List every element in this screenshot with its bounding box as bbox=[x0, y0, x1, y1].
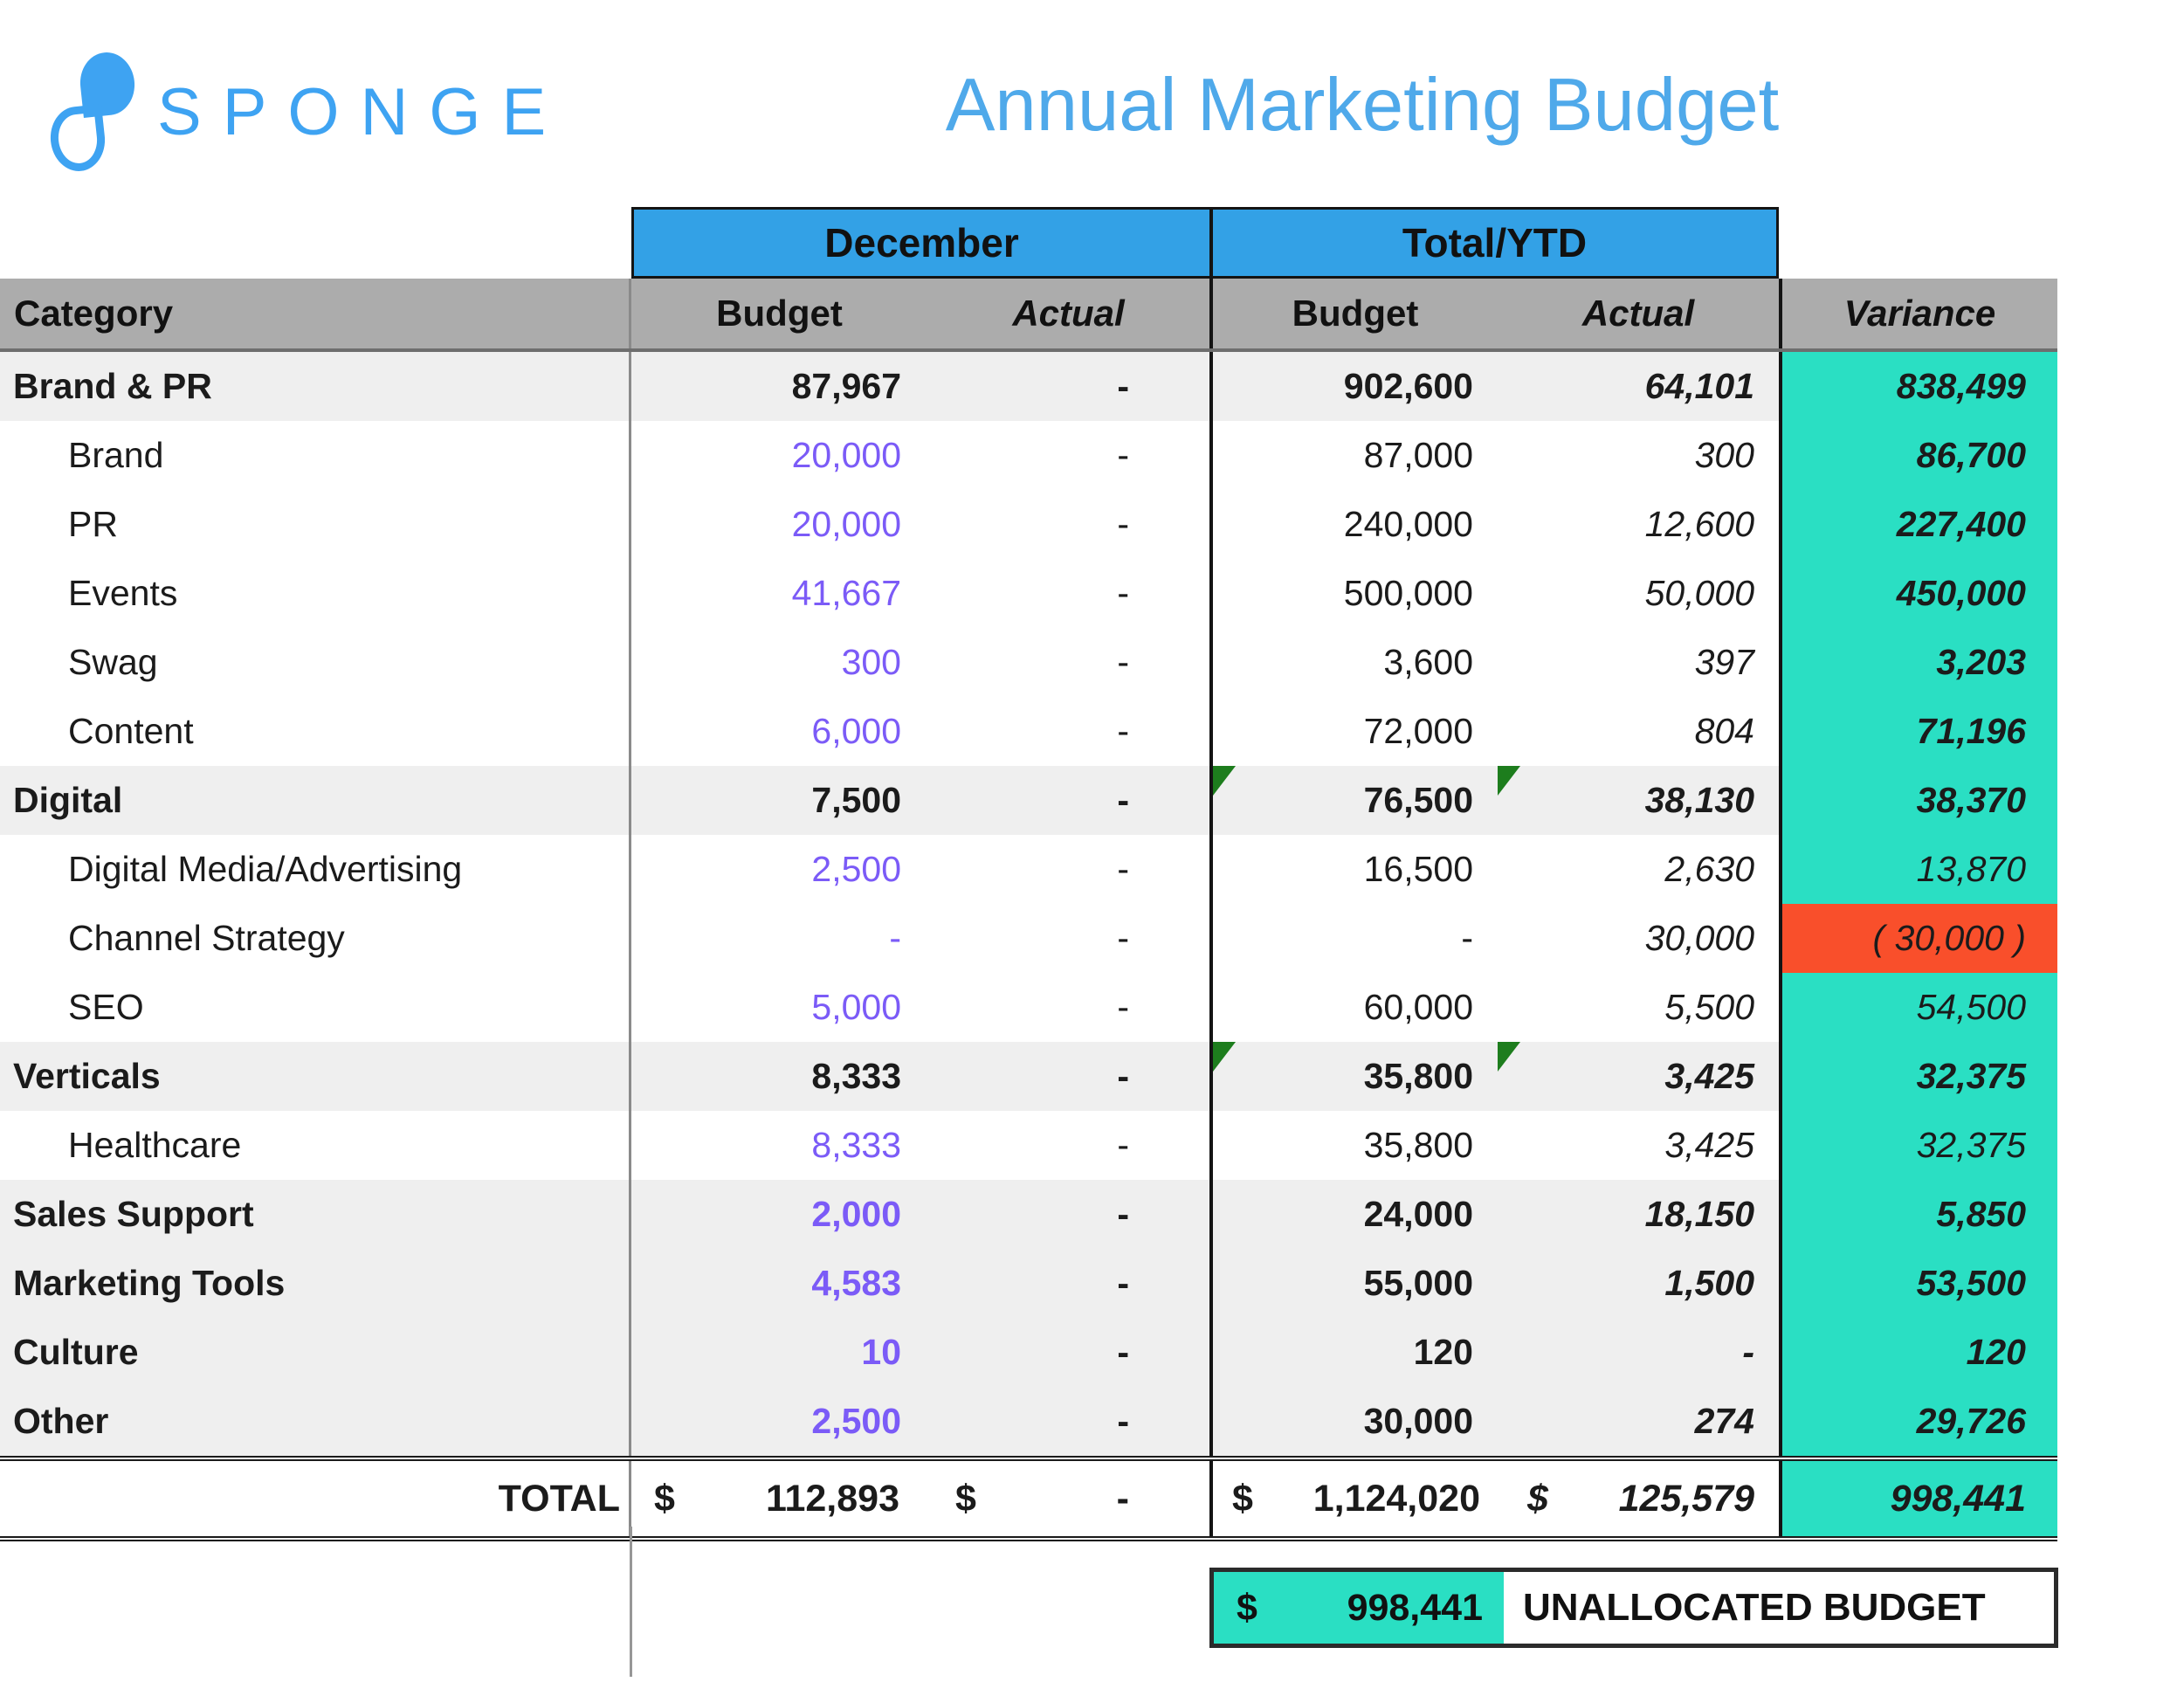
table-row bbox=[0, 421, 2057, 490]
ytd-budget-cell[interactable]: 500,000 bbox=[1209, 559, 1498, 628]
dec-actual-column-header[interactable]: Actual bbox=[1012, 293, 1125, 334]
category-cell[interactable]: Culture bbox=[0, 1318, 631, 1387]
ytd-budget-column-header[interactable]: Budget bbox=[1209, 279, 1498, 348]
currency-symbol: $ bbox=[1232, 1477, 1253, 1520]
variance-column-header[interactable]: Variance bbox=[1779, 279, 2057, 348]
dec-budget-cell[interactable]: 20,000 bbox=[791, 435, 901, 475]
category-column-header[interactable]: Category bbox=[0, 279, 631, 348]
ytd-budget-cell[interactable]: 72,000 bbox=[1209, 697, 1498, 766]
total-ytd-actual-value: 125,579 bbox=[1618, 1477, 1754, 1520]
variance-cell[interactable]: 838,499 bbox=[1779, 352, 2057, 421]
variance-cell[interactable]: 120 bbox=[1779, 1318, 2057, 1387]
ytd-actual-column-header[interactable]: Actual bbox=[1581, 293, 1695, 334]
ytd-budget-cell[interactable]: 120 bbox=[1209, 1318, 1498, 1387]
dec-budget-cell[interactable]: 2,000 bbox=[811, 1194, 901, 1234]
dec-actual-cell[interactable]: - bbox=[1117, 780, 1129, 820]
ytd-budget-cell[interactable]: 87,000 bbox=[1209, 421, 1498, 490]
ytd-budget-cell[interactable]: - bbox=[1209, 904, 1498, 973]
total-ytd-actual-cell[interactable] bbox=[1498, 1461, 1779, 1536]
ytd-actual-cell[interactable]: - bbox=[1742, 1332, 1754, 1372]
band-spacer-right bbox=[1779, 207, 2057, 279]
category-cell[interactable]: Content bbox=[0, 697, 631, 766]
dec-actual-cell[interactable]: - bbox=[1117, 366, 1129, 406]
column-gridline bbox=[630, 1527, 632, 1677]
dec-budget-cell[interactable]: 2,500 bbox=[811, 1401, 901, 1441]
cell-flag-icon bbox=[1498, 1042, 1520, 1072]
ytd-actual-cell[interactable]: 3,425 bbox=[1664, 1125, 1754, 1165]
ytd-budget-cell[interactable]: 76,500 bbox=[1209, 766, 1498, 835]
table-row bbox=[0, 1111, 2057, 1180]
cell-flag-icon bbox=[1498, 766, 1520, 796]
dec-actual-cell[interactable]: - bbox=[1117, 1125, 1129, 1165]
ytd-actual-cell[interactable]: 18,150 bbox=[1644, 1194, 1754, 1234]
dec-actual-cell[interactable]: - bbox=[1117, 711, 1129, 751]
dec-budget-cell[interactable]: 7,500 bbox=[811, 780, 901, 820]
dec-actual-cell[interactable]: - bbox=[1117, 918, 1129, 958]
variance-cell[interactable]: 71,196 bbox=[1779, 697, 2057, 766]
variance-cell[interactable]: 38,370 bbox=[1779, 766, 2057, 835]
total-row bbox=[0, 1456, 2057, 1541]
ytd-actual-cell[interactable]: 38,130 bbox=[1498, 766, 1779, 835]
table-row bbox=[0, 1387, 2057, 1456]
category-cell[interactable]: PR bbox=[0, 490, 631, 559]
leaf-outline-petal bbox=[47, 104, 107, 174]
ytd-actual-cell[interactable]: 30,000 bbox=[1644, 918, 1754, 958]
variance-cell[interactable]: 5,850 bbox=[1779, 1180, 2057, 1249]
variance-cell[interactable]: 29,726 bbox=[1779, 1387, 2057, 1456]
table-row bbox=[0, 766, 2057, 835]
sponge-leaf-icon bbox=[51, 51, 134, 173]
table-body bbox=[0, 352, 2057, 1456]
variance-cell[interactable]: 227,400 bbox=[1779, 490, 2057, 559]
dec-budget-cell[interactable]: 87,967 bbox=[791, 366, 901, 406]
category-cell[interactable]: Marketing Tools bbox=[0, 1249, 631, 1318]
cell-flag-icon bbox=[1213, 1042, 1236, 1072]
dec-actual-cell[interactable]: - bbox=[1117, 1194, 1129, 1234]
variance-cell[interactable]: 3,203 bbox=[1779, 628, 2057, 697]
category-cell[interactable]: Swag bbox=[0, 628, 631, 697]
category-cell[interactable]: Digital bbox=[0, 766, 631, 835]
dec-budget-cell[interactable]: - bbox=[889, 918, 901, 958]
ytd-actual-cell[interactable]: 3,425 bbox=[1498, 1042, 1779, 1111]
table-row bbox=[0, 490, 2057, 559]
dec-budget-cell[interactable]: 8,333 bbox=[811, 1125, 901, 1165]
total-variance-cell[interactable]: 998,441 bbox=[1779, 1461, 2057, 1536]
dec-budget-cell[interactable]: 5,000 bbox=[811, 987, 901, 1027]
variance-cell[interactable]: 54,500 bbox=[1779, 973, 2057, 1042]
table-row bbox=[0, 973, 2057, 1042]
ytd-actual-cell[interactable]: 397 bbox=[1694, 642, 1754, 682]
ytd-budget-cell[interactable]: 16,500 bbox=[1209, 835, 1498, 904]
total-ytd-budget-cell[interactable] bbox=[1209, 1461, 1498, 1536]
dec-budget-cell[interactable]: 2,500 bbox=[811, 849, 901, 889]
currency-symbol: $ bbox=[1237, 1586, 1257, 1629]
ytd-budget-cell[interactable]: 902,600 bbox=[1209, 352, 1498, 421]
ytd-actual-cell[interactable]: 12,600 bbox=[1644, 504, 1754, 544]
total-dec-actual-value: - bbox=[1116, 1477, 1129, 1520]
month-band-row bbox=[0, 207, 2057, 279]
variance-cell[interactable]: 32,375 bbox=[1779, 1042, 2057, 1111]
dec-budget-cell[interactable]: 41,667 bbox=[791, 573, 901, 613]
logo-text: SPONGE bbox=[157, 74, 568, 149]
table-row bbox=[0, 352, 2057, 421]
column-header-row bbox=[0, 279, 2057, 352]
category-cell[interactable]: Sales Support bbox=[0, 1180, 631, 1249]
dec-budget-cell[interactable]: 4,583 bbox=[811, 1263, 901, 1303]
category-cell[interactable]: Channel Strategy bbox=[0, 904, 631, 973]
category-cell[interactable]: Healthcare bbox=[0, 1111, 631, 1180]
unallocated-budget-box bbox=[1209, 1568, 2058, 1648]
dec-budget-cell[interactable]: 6,000 bbox=[811, 711, 901, 751]
page-title: Annual Marketing Budget bbox=[945, 64, 1780, 147]
total-dec-budget-cell[interactable] bbox=[631, 1461, 927, 1536]
variance-cell[interactable]: 32,375 bbox=[1779, 1111, 2057, 1180]
ytd-budget-cell[interactable]: 35,800 bbox=[1209, 1042, 1498, 1111]
table-row bbox=[0, 1180, 2057, 1249]
variance-cell[interactable]: 450,000 bbox=[1779, 559, 2057, 628]
dec-actual-cell[interactable]: - bbox=[1117, 573, 1129, 613]
unallocated-value: 998,441 bbox=[1347, 1586, 1483, 1629]
total-ytd-budget-value: 1,124,020 bbox=[1312, 1477, 1480, 1520]
unallocated-label: UNALLOCATED BUDGET bbox=[1523, 1586, 1986, 1629]
ytd-budget-cell[interactable]: 55,000 bbox=[1209, 1249, 1498, 1318]
currency-symbol: $ bbox=[654, 1477, 675, 1520]
ytd-budget-cell[interactable]: 30,000 bbox=[1209, 1387, 1498, 1456]
table-row bbox=[0, 1318, 2057, 1387]
dec-actual-cell[interactable]: - bbox=[1117, 642, 1129, 682]
category-cell[interactable]: Other bbox=[0, 1387, 631, 1456]
variance-cell[interactable]: 86,700 bbox=[1779, 421, 2057, 490]
december-band-header[interactable]: December bbox=[631, 207, 1209, 279]
ytd-actual-cell[interactable]: 5,500 bbox=[1664, 987, 1754, 1027]
dec-budget-cell[interactable]: 10 bbox=[861, 1332, 901, 1372]
category-cell[interactable]: SEO bbox=[0, 973, 631, 1042]
total-label[interactable]: TOTAL bbox=[0, 1461, 631, 1536]
table-row bbox=[0, 1249, 2057, 1318]
dec-actual-cell[interactable]: - bbox=[1117, 504, 1129, 544]
ytd-actual-cell[interactable]: 274 bbox=[1694, 1401, 1754, 1441]
ytd-actual-cell[interactable]: 50,000 bbox=[1644, 573, 1754, 613]
unallocated-amount bbox=[1214, 1572, 1504, 1644]
ytd-budget-cell[interactable]: 240,000 bbox=[1209, 490, 1498, 559]
ytd-actual-cell[interactable]: 804 bbox=[1694, 711, 1754, 751]
category-cell[interactable]: Brand & PR bbox=[0, 352, 631, 421]
table-row bbox=[0, 559, 2057, 628]
dec-actual-cell[interactable]: - bbox=[1117, 1401, 1129, 1441]
dec-budget-column-header[interactable]: Budget bbox=[716, 293, 843, 334]
table-row bbox=[0, 628, 2057, 697]
dec-budget-cell[interactable]: 20,000 bbox=[791, 504, 901, 544]
dec-budget-cell[interactable]: 8,333 bbox=[811, 1056, 901, 1096]
variance-cell[interactable]: ( 30,000 ) bbox=[1779, 904, 2057, 973]
dec-actual-cell[interactable]: - bbox=[1117, 1332, 1129, 1372]
dec-actual-cell[interactable]: - bbox=[1117, 1056, 1129, 1096]
sponge-logo bbox=[51, 51, 567, 173]
budget-table bbox=[0, 207, 2057, 1541]
total-dec-actual-cell[interactable] bbox=[927, 1461, 1209, 1536]
ytd-actual-cell[interactable]: 64,101 bbox=[1644, 366, 1754, 406]
ytd-budget-cell[interactable]: 35,800 bbox=[1209, 1111, 1498, 1180]
ytd-budget-cell[interactable]: 3,600 bbox=[1209, 628, 1498, 697]
category-cell[interactable]: Digital Media/Advertising bbox=[0, 835, 631, 904]
table-row bbox=[0, 904, 2057, 973]
table-row bbox=[0, 1042, 2057, 1111]
dec-actual-cell[interactable]: - bbox=[1117, 987, 1129, 1027]
ytd-actual-cell[interactable]: 2,630 bbox=[1664, 849, 1754, 889]
total-dec-budget-value: 112,893 bbox=[765, 1477, 899, 1520]
ytd-actual-cell[interactable]: 1,500 bbox=[1664, 1263, 1754, 1303]
band-spacer-left bbox=[0, 207, 631, 279]
ytd-budget-cell[interactable]: 24,000 bbox=[1209, 1180, 1498, 1249]
table-row bbox=[0, 835, 2057, 904]
ytd-actual-cell[interactable]: 300 bbox=[1694, 435, 1754, 475]
currency-symbol: $ bbox=[1527, 1477, 1548, 1520]
category-cell[interactable]: Events bbox=[0, 559, 631, 628]
dec-budget-cell[interactable]: 300 bbox=[841, 642, 901, 682]
variance-cell[interactable]: 53,500 bbox=[1779, 1249, 2057, 1318]
ytd-budget-cell[interactable]: 60,000 bbox=[1209, 973, 1498, 1042]
category-cell[interactable]: Verticals bbox=[0, 1042, 631, 1111]
dec-actual-cell[interactable]: - bbox=[1117, 1263, 1129, 1303]
currency-symbol: $ bbox=[955, 1477, 976, 1520]
dec-actual-cell[interactable]: - bbox=[1117, 435, 1129, 475]
dec-actual-cell[interactable]: - bbox=[1117, 849, 1129, 889]
cell-flag-icon bbox=[1213, 766, 1236, 796]
category-cell[interactable]: Brand bbox=[0, 421, 631, 490]
total-ytd-band-header[interactable]: Total/YTD bbox=[1209, 207, 1779, 279]
table-row bbox=[0, 697, 2057, 766]
variance-cell[interactable]: 13,870 bbox=[1779, 835, 2057, 904]
